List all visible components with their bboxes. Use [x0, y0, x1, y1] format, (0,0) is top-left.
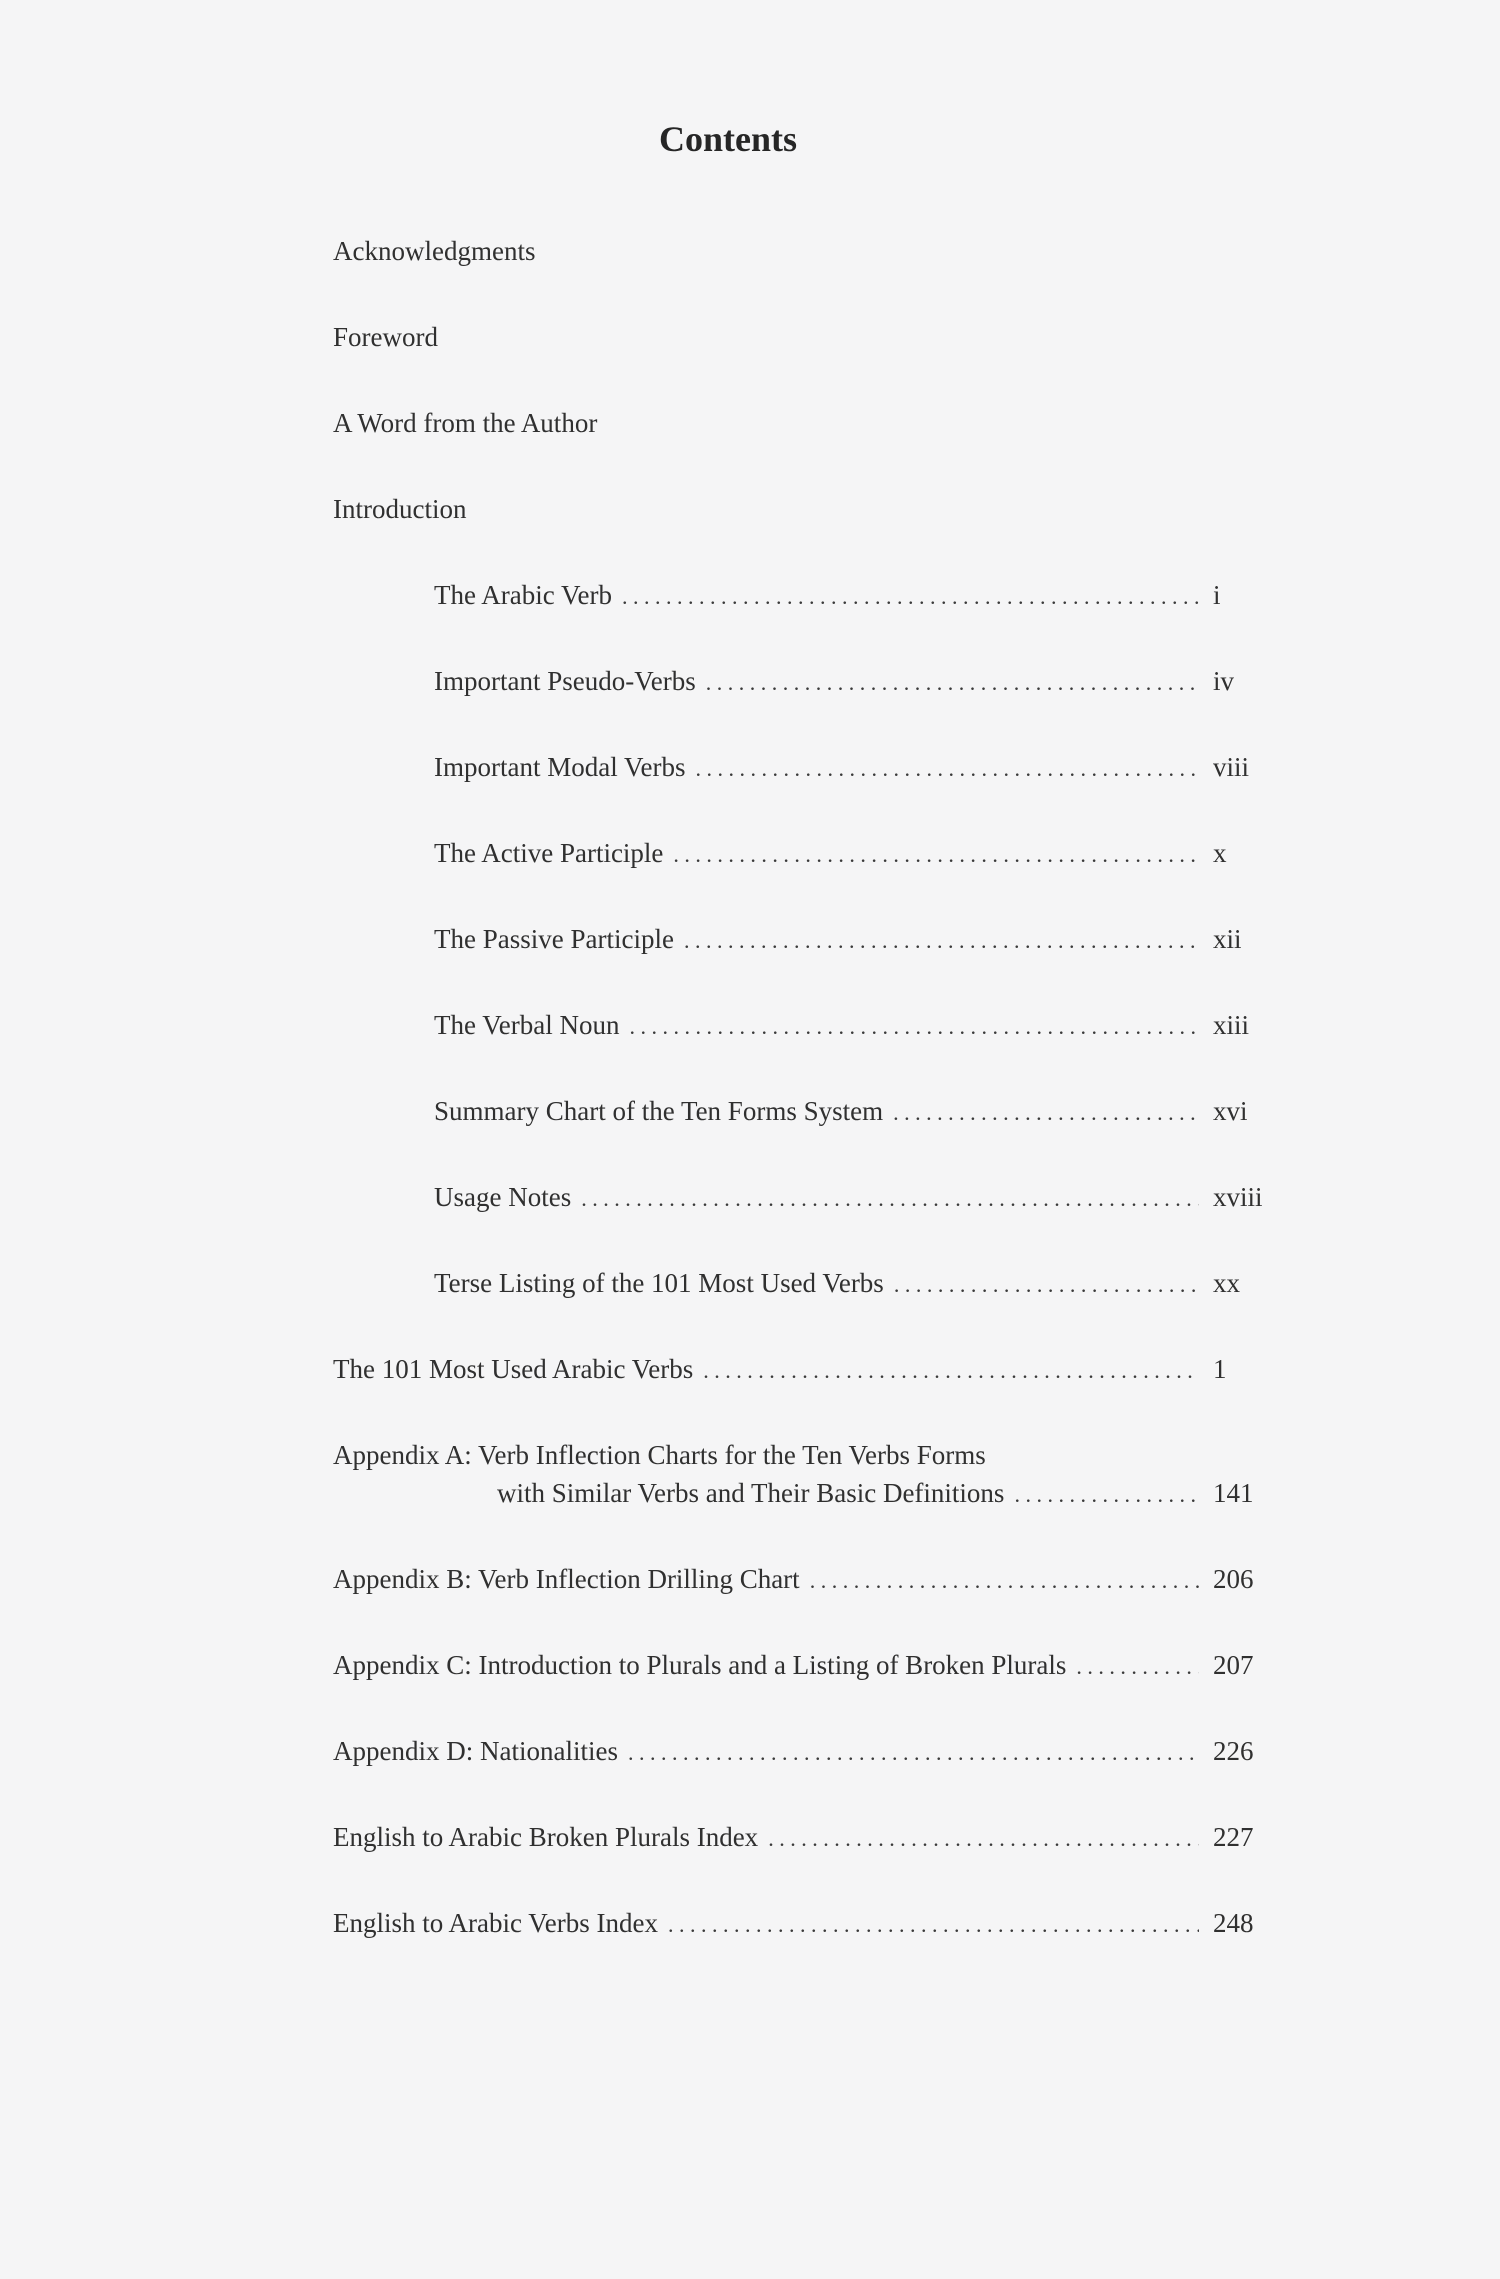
- toc-entry-label: The Passive Participle: [434, 924, 674, 954]
- toc-entry-label: English to Arabic Broken Plurals Index: [333, 1822, 759, 1852]
- dot-leader: [629, 1010, 1199, 1044]
- toc-entry-label: Usage Notes: [434, 1182, 572, 1212]
- toc-entry-appendix-a-continued[interactable]: [497, 1476, 1265, 1512]
- toc-page-number: 141: [1213, 1478, 1254, 1508]
- toc-entry-label: Appendix B: Verb Inflection Drilling Chart: [333, 1564, 800, 1594]
- toc-entry-passive-participle[interactable]: [434, 922, 1265, 958]
- dot-leader: [768, 1822, 1199, 1856]
- toc-entry-pseudo-verbs[interactable]: [434, 664, 1265, 700]
- toc-page-number: viii: [1213, 752, 1250, 782]
- toc-entry-label: Important Modal Verbs: [434, 752, 686, 782]
- page-title: Contents: [658, 119, 797, 159]
- dot-leader: [703, 1354, 1199, 1388]
- toc-entry-word-from-author[interactable]: A Word from the Author: [333, 408, 598, 438]
- toc-entry-label: The 101 Most Used Arabic Verbs: [333, 1354, 694, 1384]
- dot-leader: [668, 1908, 1199, 1942]
- toc-page-number: 226: [1213, 1736, 1254, 1766]
- dot-leader: [581, 1182, 1199, 1216]
- toc-entry-appendix-b[interactable]: [333, 1562, 1265, 1598]
- dot-leader: [684, 924, 1199, 958]
- dot-leader: [1076, 1650, 1199, 1684]
- dot-leader: [628, 1736, 1199, 1770]
- toc-entry-introduction[interactable]: Introduction: [333, 494, 467, 524]
- toc-entry-label: The Verbal Noun: [434, 1010, 620, 1040]
- toc-entry-appendix-c[interactable]: [333, 1648, 1265, 1684]
- dot-leader: [893, 1096, 1199, 1130]
- toc-entry-verbal-noun[interactable]: [434, 1008, 1265, 1044]
- toc-entry-label: Appendix C: Introduction to Plurals and a Listing of Broken Plurals: [333, 1650, 1067, 1680]
- toc-entry-modal-verbs[interactable]: [434, 750, 1265, 786]
- toc-entry-usage-notes[interactable]: [434, 1180, 1265, 1216]
- dot-leader: [695, 752, 1199, 786]
- toc-entry-active-participle[interactable]: [434, 836, 1265, 872]
- dot-leader: [810, 1564, 1199, 1598]
- toc-page-number: xii: [1213, 924, 1242, 954]
- toc-entry-label: Important Pseudo-Verbs: [434, 666, 696, 696]
- toc-entry-appendix-d[interactable]: [333, 1734, 1265, 1770]
- toc-entry-label: with Similar Verbs and Their Basic Definitions: [497, 1478, 1005, 1508]
- toc-entry-label: The Active Participle: [434, 838, 664, 868]
- toc-page-number: 206: [1213, 1564, 1254, 1594]
- toc-entry-label: English to Arabic Verbs Index: [333, 1908, 658, 1938]
- dot-leader: [894, 1268, 1199, 1302]
- toc-page-number: x: [1213, 838, 1227, 868]
- toc-page-number: xviii: [1213, 1182, 1263, 1212]
- toc-page-number: iv: [1213, 666, 1235, 696]
- toc-page-number: 248: [1213, 1908, 1254, 1938]
- toc-entry-appendix-a[interactable]: Appendix A: Verb Inflection Charts for the Ten Verbs Forms: [333, 1440, 986, 1470]
- toc-entry-label: Appendix D: Nationalities: [333, 1736, 618, 1766]
- toc-entry-verbs-index[interactable]: [333, 1906, 1265, 1942]
- toc-entry-label: Summary Chart of the Ten Forms System: [434, 1096, 884, 1126]
- toc-entry-acknowledgments[interactable]: Acknowledgments: [333, 236, 536, 266]
- dot-leader: [706, 666, 1199, 700]
- toc-page-number: i: [1213, 580, 1221, 610]
- dot-leader: [622, 580, 1199, 614]
- toc-entry-label: Terse Listing of the 101 Most Used Verbs: [434, 1268, 884, 1298]
- toc-page-number: xiii: [1213, 1010, 1250, 1040]
- toc-page-number: 227: [1213, 1822, 1254, 1852]
- toc-entry-terse-listing[interactable]: [434, 1266, 1265, 1302]
- toc-entry-101-verbs[interactable]: [333, 1352, 1265, 1388]
- toc-page-number: xx: [1213, 1268, 1240, 1298]
- toc-entry-arabic-verb[interactable]: [434, 578, 1265, 614]
- toc-entry-broken-plurals-index[interactable]: [333, 1820, 1265, 1856]
- dot-leader: [673, 838, 1199, 872]
- toc-page-number: xvi: [1213, 1096, 1248, 1126]
- toc-entry-foreword[interactable]: Foreword: [333, 322, 438, 352]
- dot-leader: [1014, 1478, 1199, 1512]
- toc-entry-label: The Arabic Verb: [434, 580, 612, 610]
- toc-page-number: 1: [1213, 1354, 1227, 1384]
- toc-entry-summary-chart[interactable]: [434, 1094, 1265, 1130]
- toc-page-number: 207: [1213, 1650, 1254, 1680]
